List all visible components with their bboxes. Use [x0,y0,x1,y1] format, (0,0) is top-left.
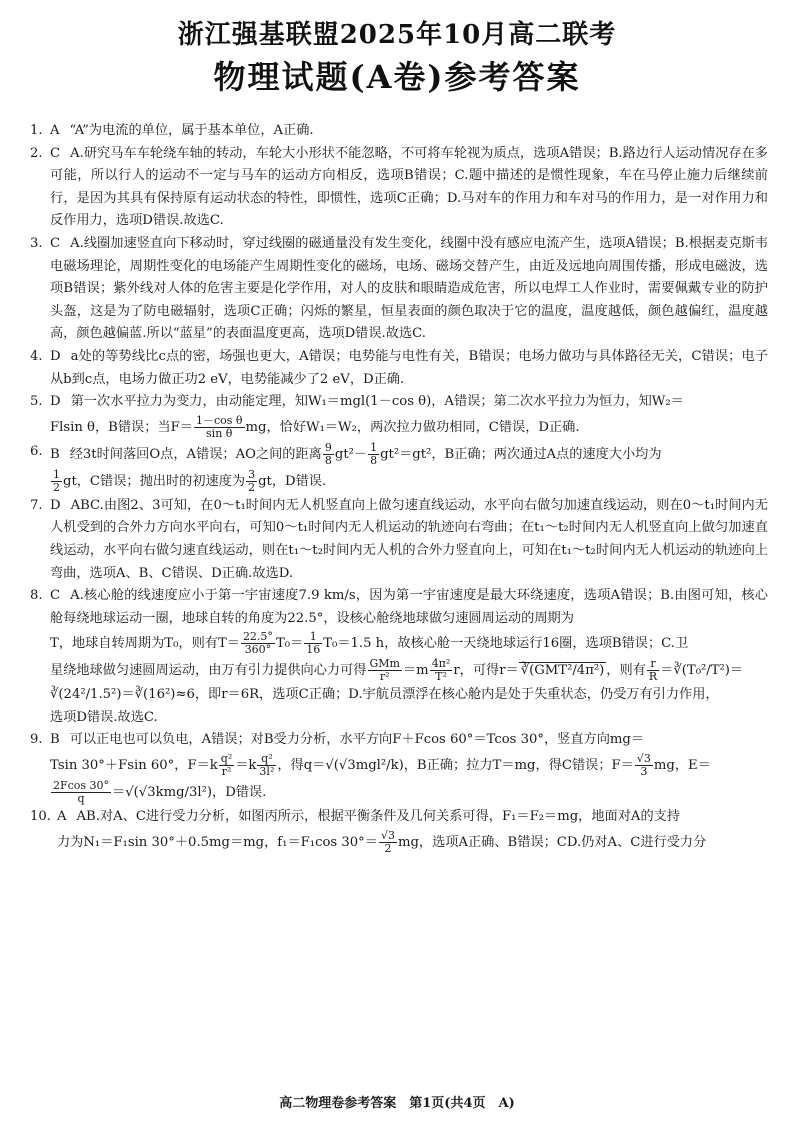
formula-text: ＝k [235,758,257,774]
formula-line [50,779,768,806]
formula-text: ，则有 [606,663,646,679]
formula-line: ∛(24²/1.5²)＝∛(16²)≈6，即r＝6R，选项C正确；D.宇航员漂浮在核心舱内是处于失重状态，仍受万有引力作用， [50,687,719,703]
answer-item-8 [30,585,768,729]
fraction [241,631,275,656]
formula-text: mg，恰好W₁＝W₂，两次拉力做功相同，C错误，D正确. [245,419,580,435]
formula-text: T₀＝1.5 h，故核心舱一天绕地球运行16圈，选项B错误；C.卫 [323,636,689,652]
answer-choice: C [50,145,61,161]
answer-choice: D [50,497,61,513]
radical-expression: ∛(GMT²/4π²) [520,663,605,679]
formula-text: gt，C错误；抛出时的初速度为 [63,473,246,489]
answer-item-10 [30,806,768,856]
fraction [194,415,245,440]
denominator: r² [379,670,390,684]
denominator: R [648,670,658,684]
explanation-text: 经3t时间落回O点，A错误；AO之间的距离 [69,446,322,462]
formula-text: r，可得r＝ [453,663,519,679]
denominator: 3 [640,765,648,779]
fraction [246,469,257,494]
question-number: 3. [30,235,43,251]
numerator: 3 [248,467,256,481]
denominator: 360° [244,643,272,657]
formula-text: ＝m [402,663,429,679]
fraction [51,469,62,494]
answer-item-5 [30,391,768,441]
formula-text: gt，D错误. [258,473,327,489]
formula-text: mg，E＝ [653,758,711,774]
formula-text: T，地球自转周期为T₀，则有T＝ [50,636,240,652]
numerator: 2Fcos 30° [53,779,110,793]
denominator: 8 [370,453,378,467]
question-number: 4. [30,348,43,364]
numerator: 4π² [431,657,451,671]
fraction [257,753,276,778]
explanation-text: A.研究马车车轮绕车轴的转动，车轮大小形状不能忽略，不可将车轮视为质点，选项A错误；B.路边行人运动情况存在多可能，所以行人的运动不一定与马车的运动方向相反，选项B错误；C.题中描述的是惯性现象，车在马停止施力后继续前行，是因为其具有保持原有运动状态的特性，即惯性，选项C正确；D.马对车的作用力和车对马的作用力，是一对作用力和反作用力，选项D错误.故选C. [50,145,768,229]
explanation-text: ABC.由图2、3可知，在0～t₁时间内无人机竖直向上做匀速直线运动，水平向右做匀加速直线运动，则在0～t₁时间内无人机受到的合外力方向水平向右，可知0～t₁时间内无人机运动的轨迹向右弯曲；在t₁～t₂时间内无人机竖直向上做匀加速直线运动，水平向右做匀速直线运动，则在t₁～t₂时间内无人机的合外力竖直向上，可知在t₁～t₂时间内无人机运动的轨迹向上弯曲，选项A、B、C错误、D正确.故选D. [50,497,768,581]
formula-text: ＝√(√3kmg/3l²)，D错误. [112,785,267,801]
answer-choice: D [50,394,61,410]
denominator: 2 [384,841,392,855]
answer-item-3 [30,233,768,346]
formula-text: T₀＝ [275,636,304,652]
formula-line [50,441,768,468]
fraction [51,780,111,805]
answer-item-2 [30,143,768,233]
answer-body [30,120,768,856]
formula-text: Flsin θ，B错误；当F＝ [50,419,193,435]
formula-line [50,657,768,684]
denominator: sin θ [206,426,233,440]
denominator: 3l² [259,765,275,779]
numerator: 1 [53,467,60,481]
question-number: 10. [30,809,51,825]
fraction [368,442,379,467]
numerator: q² [220,752,233,766]
answer-choice: B [50,446,60,462]
answer-item-1 [30,120,768,143]
denominator: 8 [324,453,332,467]
question-number: 1. [30,123,43,138]
denominator: 2 [248,480,256,494]
numerator: GMm [369,657,400,671]
fraction [323,442,334,467]
numerator: r [647,658,659,671]
explanation-text: A.核心舱的线速度应小于第一宇宙速度7.9 km/s，因为第一宇宙速度是最大环绕速度，选项A错误；B.由图可知，核心舱每绕地球运动一圈，地球自转的角度为22.5°，设核心舱绕地球做匀速圆周运动的周期为 [50,588,768,626]
answer-choice: D [50,348,61,364]
denominator: r² [221,765,232,779]
formula-line [50,630,768,657]
numerator: 1 [370,440,378,454]
numerator: √3 [636,752,651,766]
page-footer: 高二物理卷参考答案 第1页(共4页 A) [279,1096,515,1111]
fraction [219,753,234,778]
fraction [635,753,653,778]
answer-item-9 [30,729,768,806]
formula-text: ，得q＝√(√3mgl²/k)，B正确；拉力T＝mg，得C错误；F＝ [277,758,634,774]
page-title-line1: 浙江强基联盟2025年10月高二联考 [177,20,617,50]
page-title-line2: 物理试题(A卷)参考答案 [213,58,581,96]
formula-line [50,752,768,779]
numerator: √3 [380,828,395,842]
denominator: T² [435,670,447,684]
formula-text: gt²－ [334,446,368,462]
formula-text: ＝∛(T₀²/T²)＝ [660,663,744,679]
formula-line: 选项D错误.故选C. [50,709,158,725]
fraction [430,658,453,683]
answer-choice: C [50,588,61,604]
question-number: 8. [30,588,43,604]
answer-item-7 [30,495,768,585]
answer-choice: B [50,732,60,748]
formula-text: 星绕地球做匀速圆周运动，由万有引力提供向心力可得 [50,663,367,679]
explanation-text: 第一次水平拉力为变力，由动能定理，知W₁＝mgl(1－cos θ)，A错误；第二次水平拉力为恒力，知W₂＝ [70,394,684,410]
denominator: 2 [53,480,60,494]
explanation-text: a处的等势线比c点的密，场强也更大，A错误；电势能与电性有关，B错误；电场力做功与具体路径无关，C错误；电子从b到c点，电场力做正功2 eV，电势能减少了2 eV，D正确. [50,348,768,387]
fraction [379,830,397,855]
denominator: 16 [306,643,321,657]
fraction [304,631,322,656]
answer-item-6 [30,441,768,495]
formula-text: 力为N₁＝F₁sin 30°＋0.5mg＝mg，f₁＝F₁cos 30°＝ [57,834,378,850]
denominator: q [77,792,85,806]
numerator: 9 [324,440,332,454]
formula-text: Tsin 30°＋Fsin 60°，F＝k [50,758,218,774]
answer-item-4 [30,346,768,391]
numerator: 1 [304,631,322,644]
formula-line [50,414,768,441]
numerator: 1－cos θ [195,413,243,427]
answer-choice: C [50,235,61,251]
explanation-text: A.线圈加速竖直向下移动时，穿过线圈的磁通量没有发生变化，线圈中没有感应电流产生，选项A错误；B.根据麦克斯韦电磁场理论，周期性变化的电场能产生周期性变化的磁场，电场、磁场交替产生，由近及远地向周围传播，形成电磁波，选项B错误；紫外线对人体的危害主要是化学作用，对人的皮肤和眼睛造成危害，所以电焊工人作业时，需要佩戴专业的防护头盔，这是为了防电磁辐射，选项C正确；闪烁的繁星，恒星表面的颜色取决于它的温度，温度越低，颜色越偏红，温度越高，颜色越偏蓝.所以“蓝星”的表面温度更高，选项D错误.故选C. [50,235,768,342]
fraction [368,658,402,683]
formula-text: gt²＝gt²，B正确；两次通过A点的速度大小均为 [380,446,662,462]
numerator: 22.5° [242,630,273,644]
question-number: 7. [30,497,43,513]
formula-text: mg，选项A正确、B错误；CD.仍对A、C进行受力分 [397,834,707,850]
answer-choice: A [57,809,67,825]
answer-choice: A [50,123,60,138]
formula-line [57,829,768,856]
formula-line [50,468,768,495]
question-number: 2. [30,145,43,161]
fraction [647,658,659,683]
explanation-text: “A”为电流的单位，属于基本单位，A正确. [69,123,314,138]
question-number: 5. [30,394,43,410]
question-number: 9. [30,732,43,748]
explanation-text: AB.对A、C进行受力分析，如图丙所示，根据平衡条件及几何关系可得，F₁＝F₂＝mg，地面对A的支持 [76,809,681,825]
numerator: q² [257,753,276,766]
question-number: 6. [30,443,43,459]
explanation-text: 可以正电也可以负电，A错误；对B受力分析，水平方向F＋Fcos 60°＝Tcos 30°，竖直方向mg＝ [69,732,645,748]
